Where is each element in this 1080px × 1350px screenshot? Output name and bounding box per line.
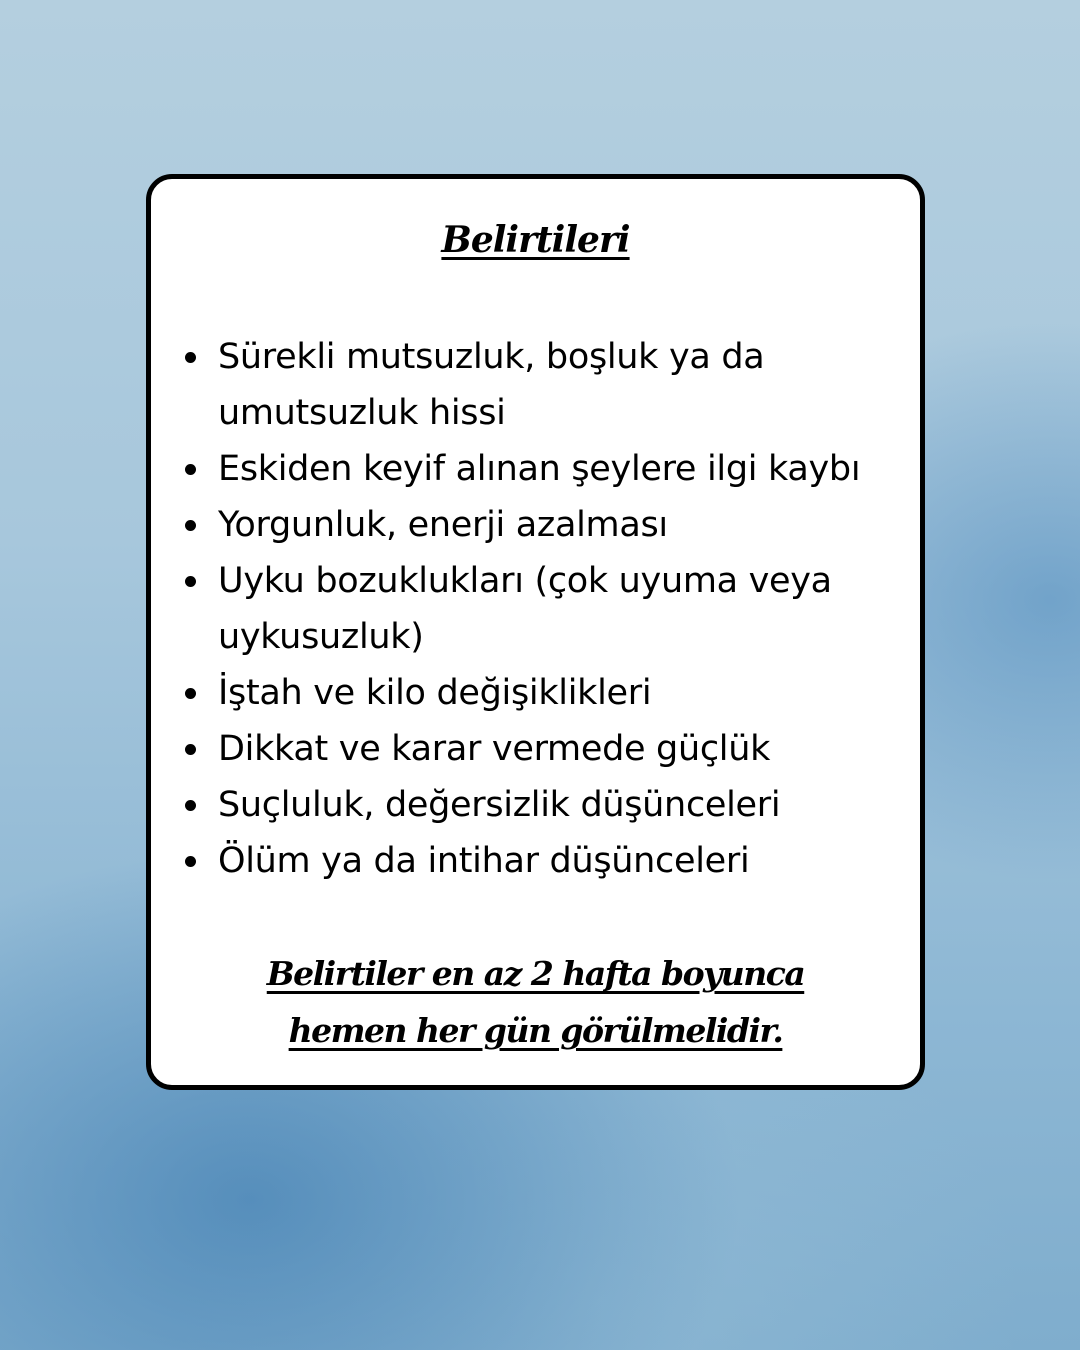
symptom-text: Yorgunluk, enerji azalması [218, 505, 668, 545]
note-line-2: hemen her gün görülmelidir. [288, 1011, 783, 1050]
bullet-icon [185, 464, 196, 475]
list-item [181, 777, 901, 833]
symptom-text: Ölüm ya da intihar düşünceleri [218, 841, 750, 881]
list-item [181, 721, 901, 777]
bullet-icon [185, 520, 196, 531]
list-item [181, 665, 901, 721]
symptom-list [181, 329, 901, 889]
list-item [181, 329, 901, 441]
bullet-icon [185, 576, 196, 587]
symptom-text: Sürekli mutsuzluk, boşluk ya da umutsuzluk hissi [218, 337, 765, 433]
symptom-text: İştah ve kilo değişiklikleri [218, 673, 652, 713]
duration-note [151, 945, 920, 1059]
list-item [181, 833, 901, 889]
symptom-text: Dikkat ve karar vermede güçlük [218, 729, 771, 769]
list-item [181, 497, 901, 553]
info-card [146, 174, 925, 1090]
bullet-icon [185, 800, 196, 811]
bullet-icon [185, 856, 196, 867]
list-item [181, 441, 901, 497]
card-title: Belirtileri [441, 219, 630, 261]
bullet-icon [185, 688, 196, 699]
bullet-icon [185, 352, 196, 363]
symptom-text: Suçluluk, değersizlik düşünceleri [218, 785, 781, 825]
note-line-1: Belirtiler en az 2 hafta boyunca [266, 954, 805, 993]
bullet-icon [185, 744, 196, 755]
symptom-text: Eskiden keyif alınan şeylere ilgi kaybı [218, 449, 861, 489]
symptom-text: Uyku bozuklukları (çok uyuma veya uykusuzluk) [218, 561, 832, 657]
list-item [181, 553, 901, 665]
